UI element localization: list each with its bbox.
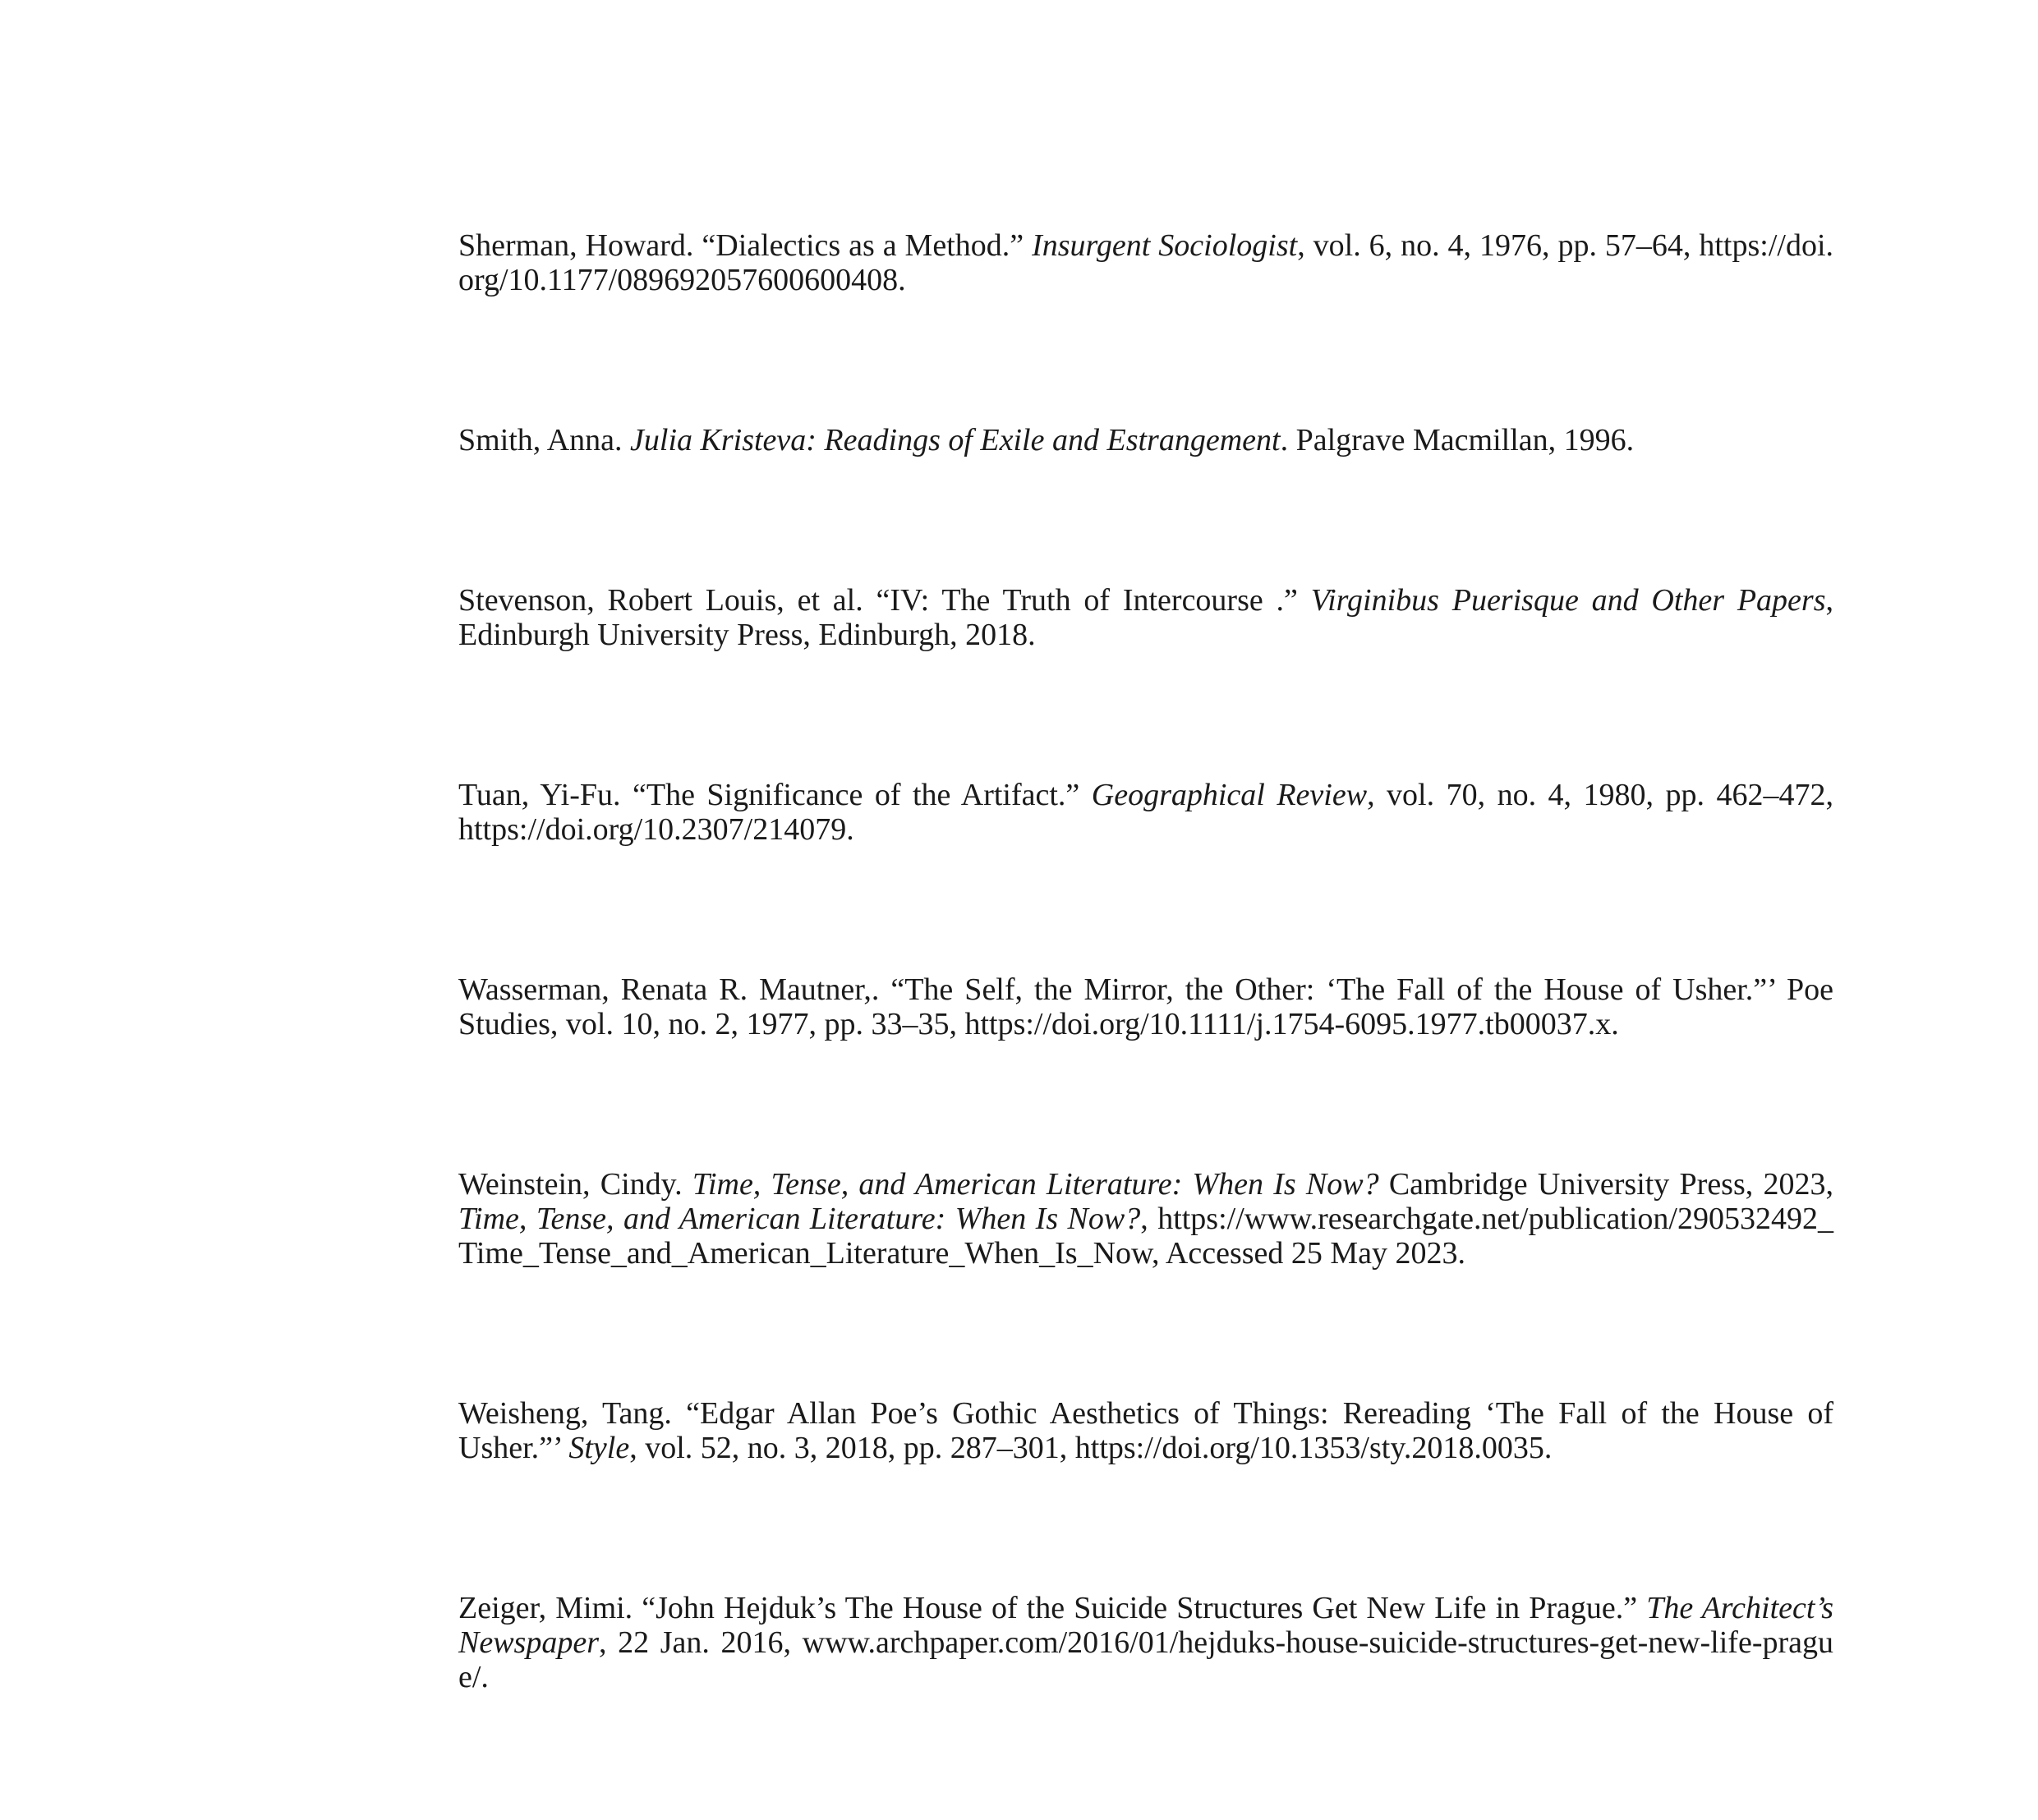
citation-title-italic: Time, Tense, and American Literature: When Is Now? (458, 1202, 1141, 1236)
citation-text: . Palgrave Macmillan, 1996. (1280, 423, 1635, 457)
citation-text: Wasserman, Renata R. Mautner,. “The Self, the Mirror, the Other: ‘The Fall of the House of Usher.”’ Poe Studies, vol. 10, no. 2, 1977, pp. 33–35, https://doi.org/10.1111/j.1754-6095.1977.tb00037.x. (458, 972, 1833, 1041)
citation-text: Sherman, Howard. “Dialectics as a Method.” (458, 228, 1033, 263)
citation-sherman (458, 228, 1833, 297)
citation-tuan (458, 778, 1833, 847)
citation-text: , Edinburgh University Press, Edinburgh, 2018. (458, 583, 1833, 652)
citation-zeiger (458, 1591, 1833, 1694)
citation-wasserman (458, 972, 1833, 1041)
citation-weinstein (458, 1167, 1833, 1271)
citation-text: , vol. 52, no. 3, 2018, pp. 287–301, https://doi.org/10.1353/sty.2018.0035. (629, 1431, 1553, 1465)
citation-text: Weinstein, Cindy. (458, 1167, 692, 1202)
citation-title-italic: Julia Kristeva: Readings of Exile and Estrangement (630, 423, 1281, 457)
citation-title-italic: Time, Tense, and American Literature: When Is Now? (692, 1167, 1379, 1202)
citation-text: , vol. 70, no. 4, 1980, pp. 462–472, https://doi.org/10.2307/214079. (458, 778, 1833, 847)
citation-text: Smith, Anna. (458, 423, 631, 457)
citation-text: , https://www.researchgate.net/publication/290532492_Time_Tense_and_American_Literature_When_Is_Now, Accessed 25 May 2023. (458, 1202, 1833, 1271)
citation-smith (458, 423, 1833, 457)
citation-title-italic: Style (568, 1431, 630, 1465)
citation-text: Weisheng, Tang. “Edgar Allan Poe’s Gothic Aesthetics of Things: Rereading ‘The Fall of the House of Usher.”’ (458, 1396, 1833, 1465)
citation-title-italic: Geographical Review (1091, 778, 1368, 812)
citation-title-italic: Virginibus Puerisque and Other Papers (1310, 583, 1826, 618)
citation-title-italic: Insurgent Sociologist (1032, 228, 1298, 263)
citation-text: Tuan, Yi-Fu. “The Significance of the Artifact.” (458, 778, 1092, 812)
citation-title-italic: The Architect’s Newspaper (458, 1591, 1833, 1660)
works-cited-list (458, 228, 1833, 1820)
citation-text: , 22 Jan. 2016, www.archpaper.com/2016/01/hejduks-house-suicide-structures-get-new-life-prague/. (458, 1625, 1833, 1694)
citation-stevenson (458, 583, 1833, 652)
citation-text: Stevenson, Robert Louis, et al. “IV: The Truth of Intercourse .” (458, 583, 1311, 618)
citation-text: Cambridge University Press, 2023, (1378, 1167, 1833, 1202)
citation-weisheng (458, 1396, 1833, 1465)
citation-text: Zeiger, Mimi. “John Hejduk’s The House of the Suicide Structures Get New Life in Prague.” (458, 1591, 1647, 1625)
citation-text: , vol. 6, no. 4, 1976, pp. 57–64, https://doi.org/10.1177/089692057600600408. (458, 228, 1833, 297)
